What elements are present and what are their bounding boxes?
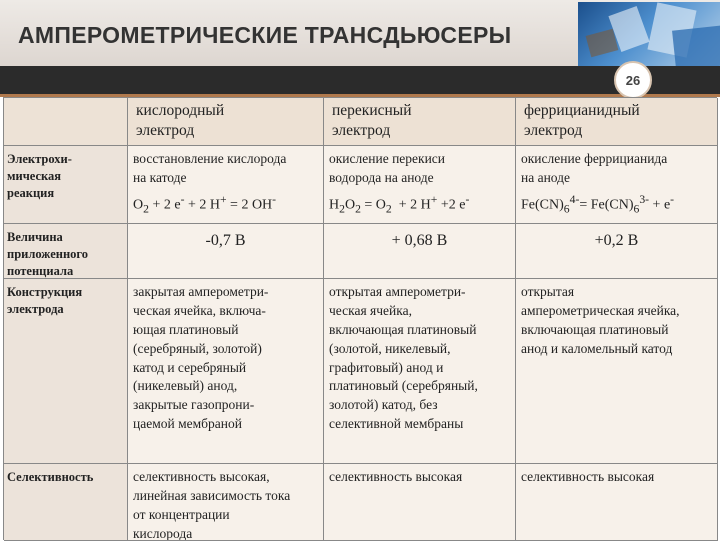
comparison-table [3,97,717,540]
reaction-formula: $O_2 + 2$ e- + 2 H+ = 2 OH- [133,192,277,216]
reaction-text: окисление перекиси водорода на аноде [329,151,446,185]
reaction-formula: $H_2O_2 = O_2 + 2$ H+ +2 e- [329,192,470,216]
potential-value-peroxide: + 0,68 В [324,224,516,279]
reaction-cell-peroxide [324,146,516,224]
potential-value-ferricyanide: +0,2 В [516,224,718,279]
construction-cell-oxygen: закрытая амперометри- ческая ячейка, включа- ющая платиновый (серебряный, золотой) катод и серебряный (никелевый) анод, закрытые газопрони- цаемой мембраной [128,279,324,464]
reaction-cell-ferricyanide [516,146,718,224]
header-oxygen-electrode: кислородный электрод [128,98,324,146]
row-label-potential: Величина приложенного потенциала [4,224,128,279]
potential-value-oxygen: -0,7 В [128,224,324,279]
selectivity-cell-ferricyanide: селективность высокая [516,464,718,541]
slide-number-badge: 26 [614,61,652,99]
construction-cell-ferricyanide: открытая амперометрическая ячейка, включающая платиновый анод и каломельный катод [516,279,718,464]
header-peroxide-electrode: перекисный электрод [324,98,516,146]
selectivity-cell-peroxide: селективность высокая [324,464,516,541]
reaction-text: восстановление кислорода на катоде [133,151,287,185]
row-label-selectivity: Селективность [4,464,128,541]
slide-logo-image [578,2,720,66]
reaction-formula: $Fe(CN)_6^{4-}= Fe(CN)_6^{3-} + e^-$ [521,192,675,216]
header-band [0,66,720,94]
row-label-reaction: Электрохи- мическая реакция [4,146,128,224]
construction-cell-peroxide: открытая амперометри- ческая ячейка, включающая платиновый (золотой, никелевый, графитовый) анод и платиновый (серебряный, золотой) катод, без селективной мембраны [324,279,516,464]
table-corner-cell [4,98,128,146]
header-ferricyanide-electrode: феррицианидный электрод [516,98,718,146]
reaction-text: окисление феррицианида на аноде [521,151,668,185]
slide-title: АМПЕРОМЕТРИЧЕСКИЕ ТРАНСДЬЮСЕРЫ [18,22,512,48]
selectivity-cell-oxygen: селективность высокая, линейная зависимость тока от концентрации кислорода [128,464,324,541]
reaction-cell-oxygen [128,146,324,224]
row-label-construction: Конструкция электрода [4,279,128,464]
